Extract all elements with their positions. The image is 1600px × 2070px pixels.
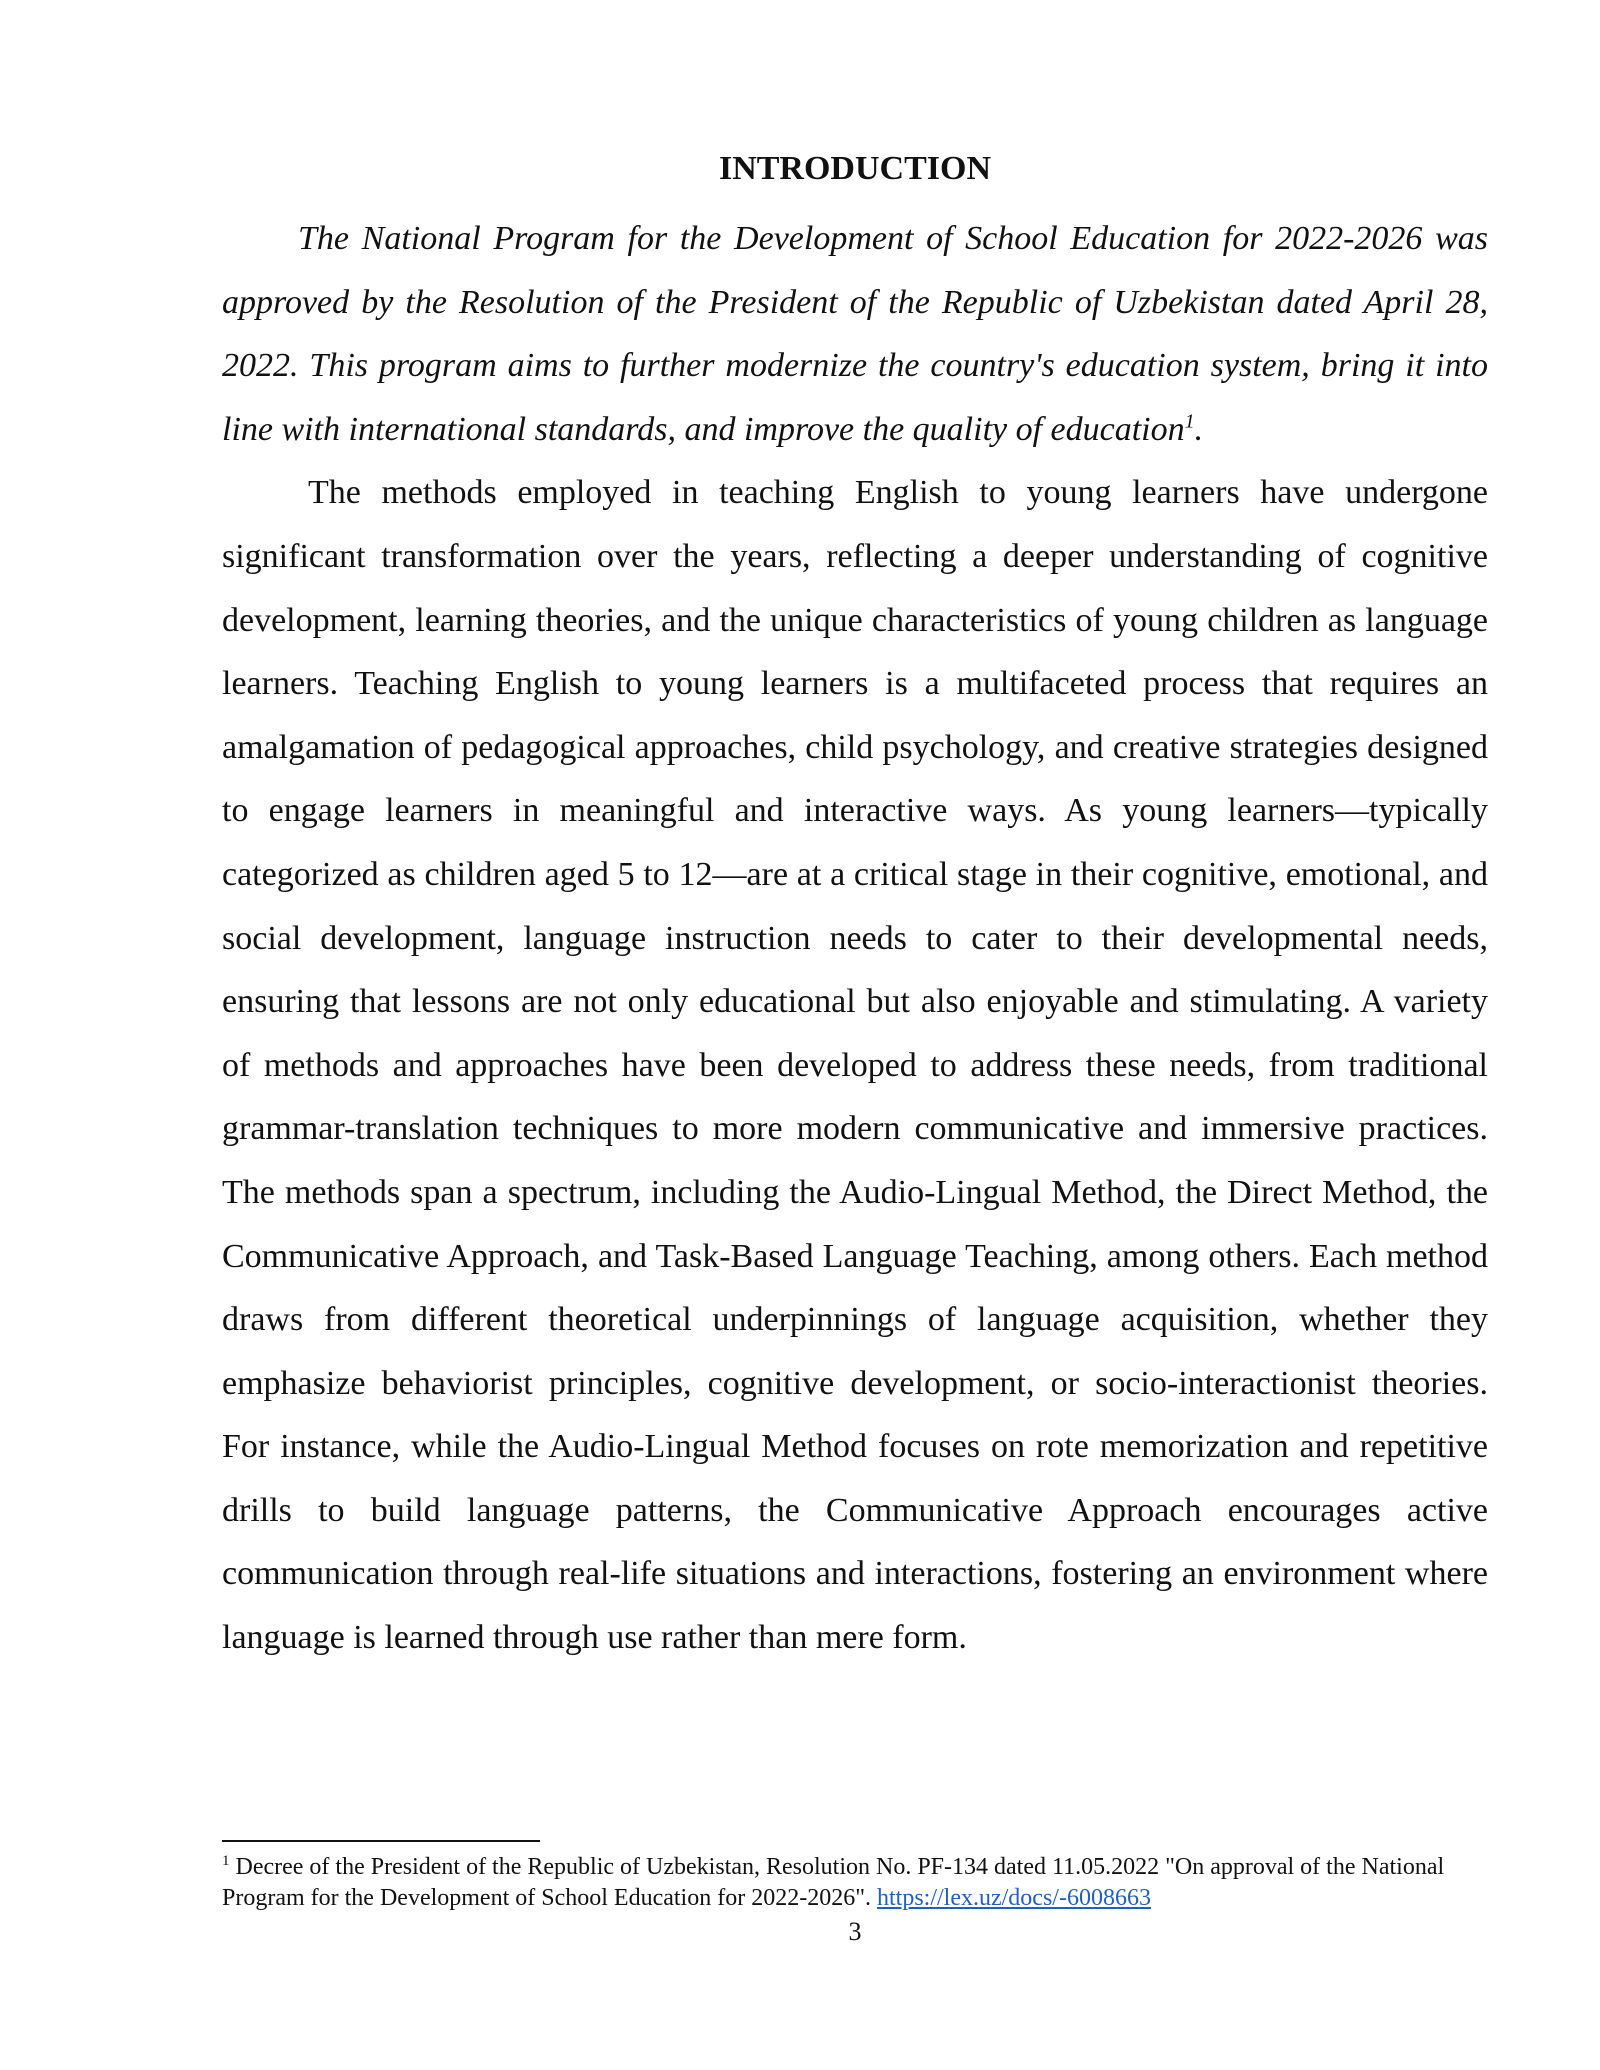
footnote-marker: 1: [222, 1853, 230, 1869]
footnote-reference[interactable]: 1: [1184, 410, 1195, 433]
intro-paragraph: [222, 207, 1488, 461]
intro-paragraph-text: The National Program for the Development of School Education for 2022-2026 was approved by the Resolution of the President of the Republic of Uzbekistan dated April 28, 2022. This program aims to further modernize the country's education system, bring it into line with international standards, and improve the quality of education: [222, 220, 1488, 448]
footnote: [222, 1852, 1488, 1914]
page-body: [222, 145, 1488, 1670]
footnote-link[interactable]: https://lex.uz/docs/-6008663: [876, 1885, 1151, 1911]
section-heading: INTRODUCTION: [718, 150, 992, 187]
footnote-separator: [222, 1840, 540, 1842]
footnote-text: Decree of the President of the Republic of Uzbekistan, Resolution No. PF-134 dated 11.05.2022 "On approval of the National Program for the Development of School Education for 2022-2026".: [222, 1854, 1445, 1911]
body-paragraph: The methods employed in teaching English to young learners have undergone significant transformation over the years, reflecting a deeper understanding of cognitive development, learning theories, and the unique characteristics of young children as language learners. Teaching English to young learners is a multifaceted process that requires an amalgamation of pedagogical approaches, child psychology, and creative strategies designed to engage learners in meaningful and interactive ways. As young learners—typically categorized as children aged 5 to 12—are at a critical stage in their cognitive, emotional, and social development, language instruction needs to cater to their developmental needs, ensuring that lessons are not only educational but also enjoyable and stimulating. A variety of methods and approaches have been developed to address these needs, from traditional grammar-translation techniques to more modern communicative and immersive practices. The methods span a spectrum, including the Audio-Lingual Method, the Direct Method, the Communicative Approach, and Task-Based Language Teaching, among others. Each method draws from different theoretical underpinnings of language acquisition, whether they emphasize behaviorist principles, cognitive development, or socio-interactionist theories. For instance, while the Audio-Lingual Method focuses on rote memorization and repetitive drills to build language patterns, the Communicative Approach encourages active communication through real-life situations and interactions, fostering an environment where language is learned through use rather than mere form.: [222, 474, 1488, 1657]
page-number: 3: [848, 1917, 862, 1946]
intro-paragraph-end: .: [1194, 410, 1204, 448]
